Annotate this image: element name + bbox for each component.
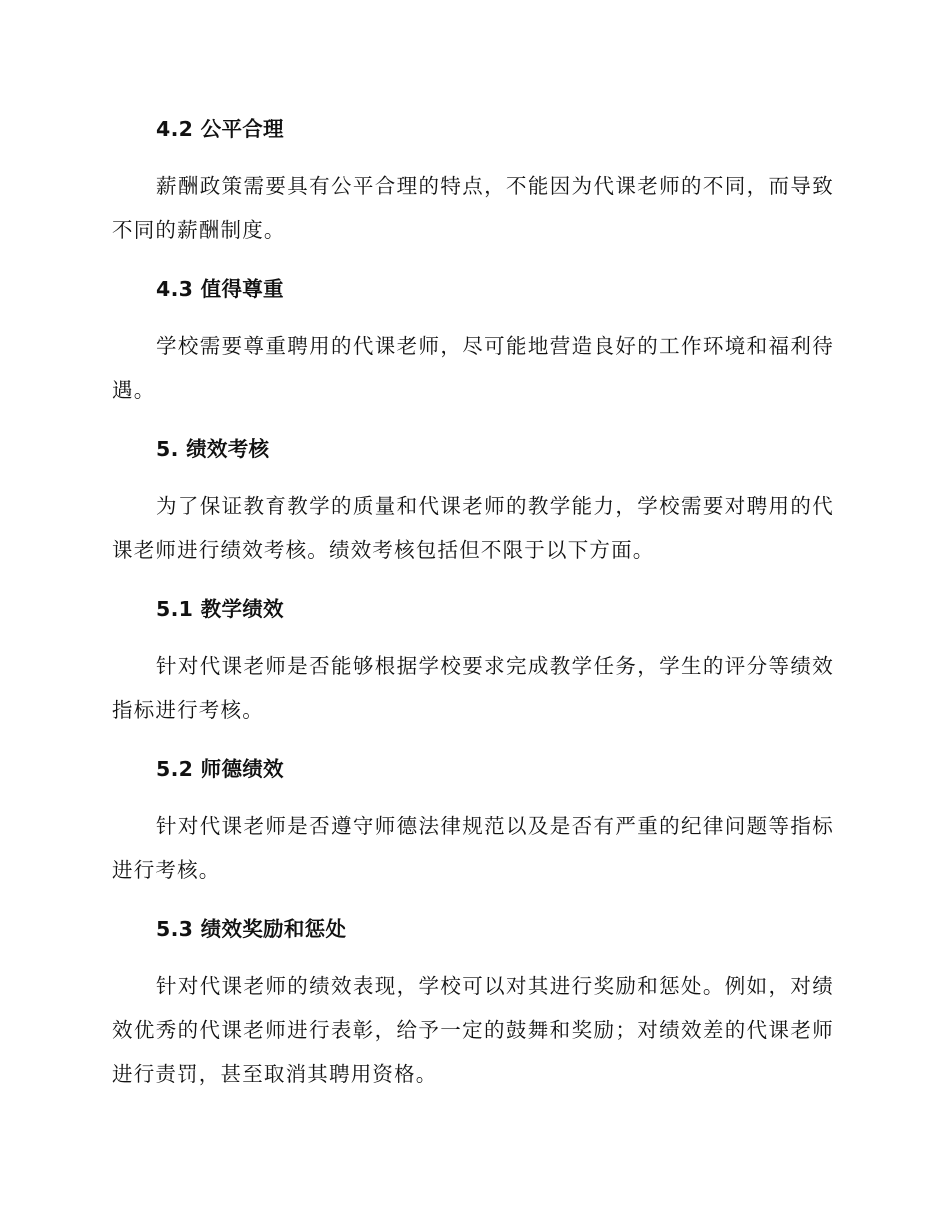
section-paragraph-4-2: 薪酬政策需要具有公平合理的特点，不能因为代课老师的不同，而导致不同的薪酬制度。 — [112, 174, 834, 242]
section-heading-4-2: 4.2 公平合理 — [156, 117, 284, 141]
section-heading-5-3: 5.3 绩效奖励和惩处 — [156, 917, 347, 941]
section-heading-4-3: 4.3 值得尊重 — [156, 277, 284, 301]
section-heading-5: 5. 绩效考核 — [156, 437, 270, 461]
section-paragraph-5: 为了保证教育教学的质量和代课老师的教学能力，学校需要对聘用的代课老师进行绩效考核。绩效考核包括但不限于以下方面。 — [112, 494, 834, 562]
section-paragraph-4-3: 学校需要尊重聘用的代课老师，尽可能地营造良好的工作环境和福利待遇。 — [112, 334, 834, 402]
section-heading-5-1: 5.1 教学绩效 — [156, 597, 284, 621]
section-heading-5-2: 5.2 师德绩效 — [156, 757, 284, 781]
section-paragraph-5-3: 针对代课老师的绩效表现，学校可以对其进行奖励和惩处。例如，对绩效优秀的代课老师进行表彰，给予一定的鼓舞和奖励；对绩效差的代课老师进行责罚，甚至取消其聘用资格。 — [112, 974, 834, 1086]
section-paragraph-5-2: 针对代课老师是否遵守师德法律规范以及是否有严重的纪律问题等指标进行考核。 — [112, 814, 834, 882]
section-paragraph-5-1: 针对代课老师是否能够根据学校要求完成教学任务，学生的评分等绩效指标进行考核。 — [112, 654, 834, 722]
